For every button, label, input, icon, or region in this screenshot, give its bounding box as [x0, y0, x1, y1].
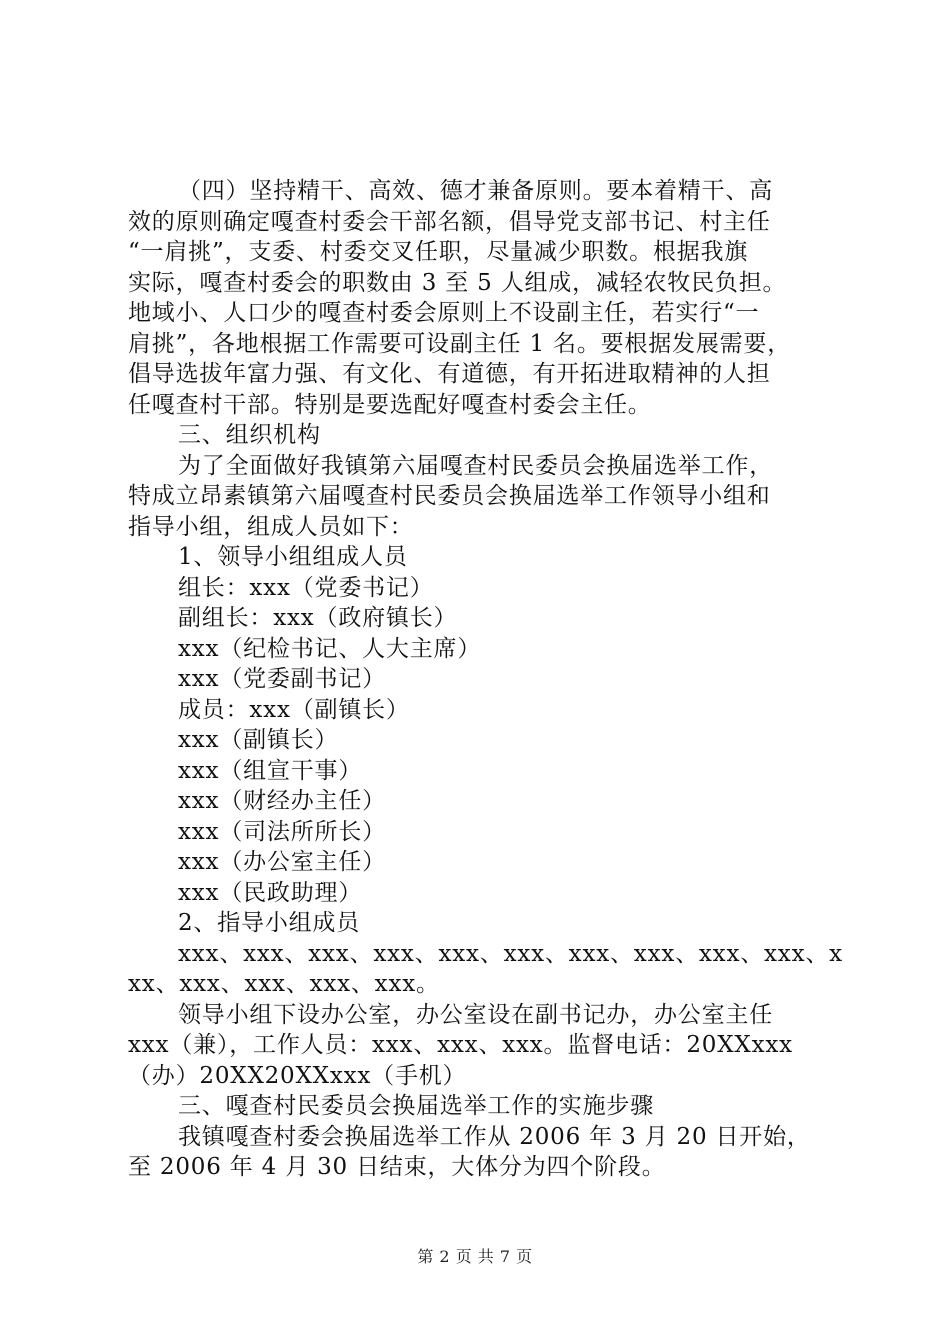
- text-line: xxx（纪检书记、人大主席）: [178, 635, 482, 662]
- document-body: [128, 176, 843, 1183]
- text-line: 肩挑”，各地根据工作需要可设副主任 1 名。要根据发展需要，: [128, 330, 792, 357]
- text-line: 成员：xxx（副镇长）: [178, 696, 410, 723]
- text-line: xxx（办公室主任）: [178, 849, 386, 875]
- text-line: 任嘎查村干部。特别是要选配好嘎查村委会主任。: [128, 391, 652, 418]
- text-line: 1、领导小组组成人员: [178, 544, 408, 570]
- text-line: xxx（副镇长）: [178, 727, 339, 753]
- text-line: xxx、xxx、xxx、xxx、xxx、xxx、xxx、xxx、xxx、xxx、x: [178, 940, 843, 967]
- text-line: xxx（兼），工作人员：xxx、xxx、xxx。监督电话：20XXxxx: [128, 1032, 793, 1058]
- text-line: 三、嘎查村民委员会换届选举工作的实施步骤: [178, 1093, 654, 1119]
- text-line: 特成立昂素镇第六届嘎查村民委员会换届选举工作领导小组和: [128, 483, 771, 509]
- text-line: 为了全面做好我镇第六届嘎查村民委员会换届选举工作，: [178, 452, 773, 479]
- page-footer: 第 2 页 共 7 页: [417, 1247, 533, 1266]
- text-line: xxx（民政助理）: [178, 879, 363, 906]
- text-line: 2、指导小组成员: [178, 910, 361, 936]
- text-line: 地域小、人口少的嘎查村委会原则上不设副主任，若实行“一: [128, 300, 760, 326]
- text-line: xxx（组宣干事）: [178, 757, 363, 784]
- text-line: 副组长：xxx（政府镇长）: [178, 605, 458, 631]
- text-line: 三、组织机构: [178, 422, 321, 448]
- text-line: xxx（财经办主任）: [178, 788, 386, 814]
- text-line: （四）坚持精干、高效、德才兼备原则。要本着精干、高: [178, 178, 773, 204]
- text-line: 指导小组，组成人员如下：: [128, 513, 414, 540]
- text-line: 组长：xxx（党委书记）: [178, 574, 434, 601]
- text-line: 至 2006 年 4 月 30 日结束，大体分为四个阶段。: [128, 1154, 666, 1180]
- text-line: 我镇嘎查村委会换届选举工作从 2006 年 3 月 20 日开始，: [178, 1123, 811, 1150]
- text-line: 领导小组下设办公室，办公室设在副书记办，办公室主任: [178, 1001, 773, 1028]
- text-line: 实际，嘎查村委会的职数由 3 至 5 人组成，减轻农牧民负担。: [128, 269, 787, 296]
- text-line: “一肩挑”，支委、村委交叉任职，尽量减少职数。根据我旗: [128, 239, 749, 265]
- text-line: 效的原则确定嘎查村委会干部名额，倡导党支部书记、村主任: [128, 208, 771, 235]
- text-line: （办）20XX20XXxxx（手机）: [128, 1062, 467, 1089]
- text-line: xx、xxx、xxx、xxx、xxx。: [128, 971, 440, 997]
- text-line: 倡导选拔年富力强、有文化、有道德，有开拓进取精神的人担: [128, 361, 771, 387]
- text-line: xxx（司法所所长）: [178, 818, 386, 845]
- text-line: xxx（党委副书记）: [178, 666, 386, 692]
